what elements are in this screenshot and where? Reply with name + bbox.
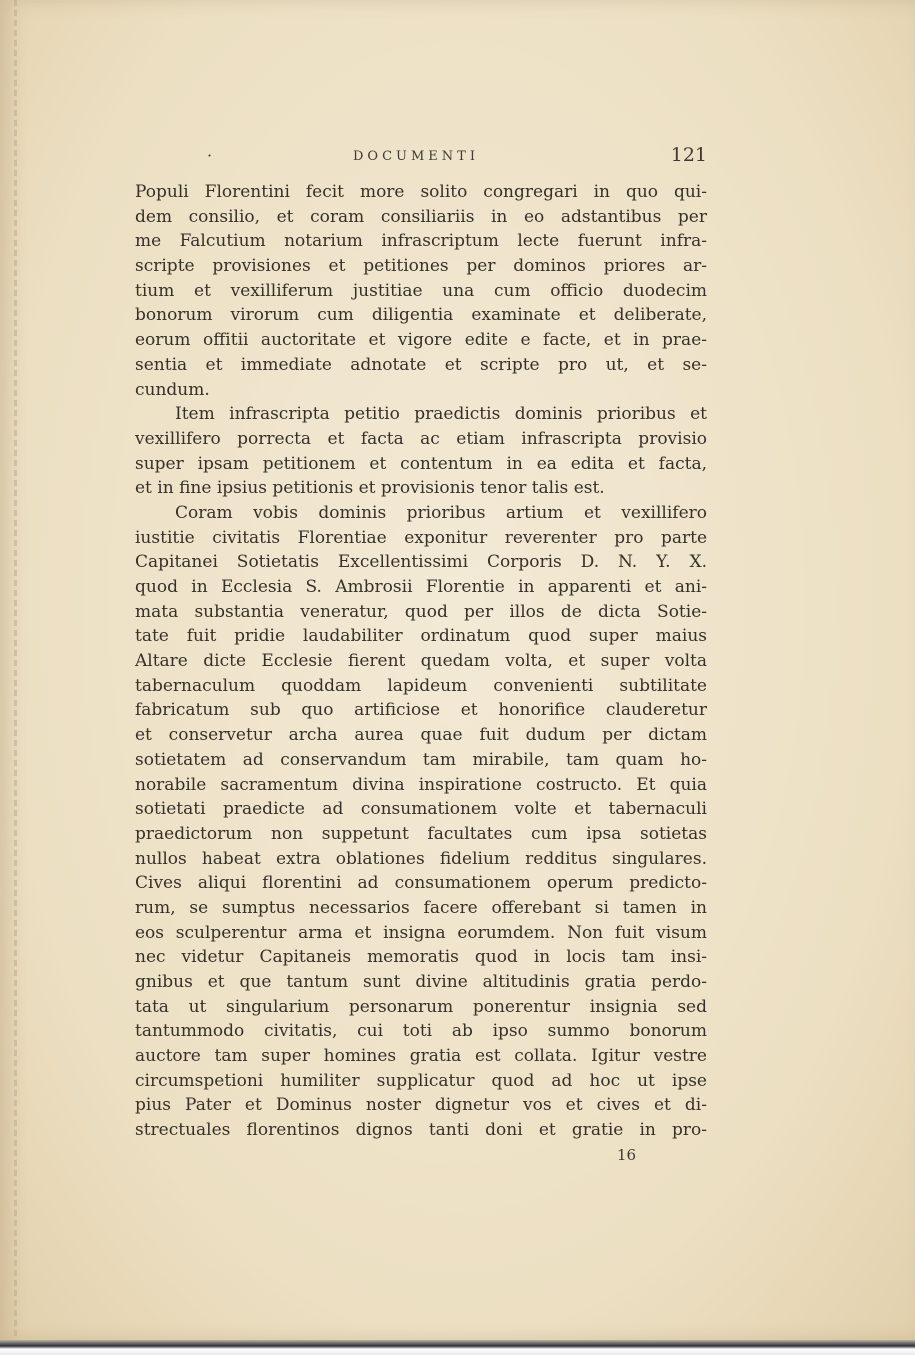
text-line: sotietatem ad conservandum tam mirabile, tam quam ho- <box>135 749 707 770</box>
scan-edge <box>0 1340 915 1355</box>
text-line: gnibus et que tantum sunt divine altitudinis gratia perdo- <box>135 972 707 992</box>
text-line: Capitanei Sotietatis Excellentissimi Corporis D. N. Y. X. <box>135 552 707 573</box>
text-line: tabernaculum quoddam lapideum convenienti subtilitate <box>135 675 707 696</box>
text-line: rum, se sumptus necessarios facere offerebant si tamen in <box>135 897 707 918</box>
text-line: nullos habeat extra oblationes fidelium redditus singulares. <box>135 848 707 869</box>
text-line: auctore tam super homines gratia est collata. Igitur vestre <box>135 1046 707 1067</box>
text-line: circumspetioni humiliter supplicatur quod ad hoc ut ipse <box>135 1070 707 1091</box>
text-line: Altare dicte Ecclesie fierent quedam volta, et super volta <box>135 651 707 672</box>
text-line: dem consilio, et coram consiliariis in eo adstantibus per <box>135 206 707 227</box>
text-line: Populi Florentini fecit more solito congregari in quo qui- <box>135 182 707 202</box>
text-line: super ipsam petitionem et contentum in ea edita et facta, <box>135 453 707 474</box>
text-line: Item infrascripta petitio praedictis dominis prioribus et <box>175 404 707 425</box>
page-number: 121 <box>670 144 707 166</box>
text-line: scripte provisiones et petitiones per dominos priores ar- <box>135 256 707 277</box>
text-line: mata substantia veneratur, quod per illos de dicta Sotie- <box>135 601 707 622</box>
text-line: strectuales florentinos dignos tanti doni et gratie in pro- <box>135 1120 707 1141</box>
text-line: cundum. <box>135 379 210 400</box>
text-line: vexillifero porrecta et facta ac etiam infrascripta provisio <box>135 428 707 449</box>
text-line: eos sculperentur arma et insigna eorumdem. Non fuit visum <box>135 922 707 943</box>
text-line: bonorum virorum cum diligentia examinate et deliberate, <box>135 305 707 326</box>
text-line: quod in Ecclesia S. Ambrosii Florentie in apparenti et ani- <box>135 577 707 597</box>
text-line: tium et vexilliferum justitiae una cum officio duodecim <box>135 280 707 301</box>
text-line: pius Pater et Dominus noster dignetur vos et cives et di- <box>135 1095 707 1116</box>
text-line: tata ut singularium personarum ponerentur insignia sed <box>135 996 707 1017</box>
binding-edge <box>14 0 17 1340</box>
head-marker: · <box>207 146 213 165</box>
text-line: tate fuit pridie laudabiliter ordinatum quod super maius <box>135 626 707 647</box>
text-line: et in fine ipsius petitionis et provisionis tenor talis est. <box>135 478 605 499</box>
text-line: sentia et immediate adnotate et scripte pro ut, et se- <box>135 354 707 375</box>
running-head <box>135 146 707 170</box>
text-line: iustitie civitatis Florentiae exponitur reverenter pro parte <box>135 527 707 548</box>
text-line: sotietati praedicte ad consumationem volte et tabernaculi <box>135 799 707 820</box>
text-line: praedictorum non suppetunt facultates cum ipsa sotietas <box>135 823 707 844</box>
text-line: fabricatum sub quo artificiose et honorifice clauderetur <box>135 700 707 721</box>
text-line: tantummodo civitatis, cui toti ab ipso summo bonorum <box>135 1021 707 1042</box>
text-line: Cives aliqui florentini ad consumationem operum predicto- <box>135 873 707 894</box>
signature-mark: 16 <box>617 1146 637 1164</box>
page-header-title: DOCUMENTI <box>353 149 479 164</box>
text-line: me Falcutium notarium infrascriptum lecte fuerunt infra- <box>135 231 707 252</box>
text-line: Coram vobis dominis prioribus artium et vexillifero <box>175 502 707 523</box>
text-line: et conservetur archa aurea quae fuit dudum per dictam <box>135 725 707 746</box>
body-text <box>135 180 707 1143</box>
text-line: eorum offitii auctoritate et vigore edite e facte, et in prae- <box>135 330 707 351</box>
text-line: nec videtur Capitaneis memoratis quod in locis tam insi- <box>135 947 707 968</box>
text-line: norabile sacramentum divina inspiratione costructo. Et quia <box>135 774 707 795</box>
